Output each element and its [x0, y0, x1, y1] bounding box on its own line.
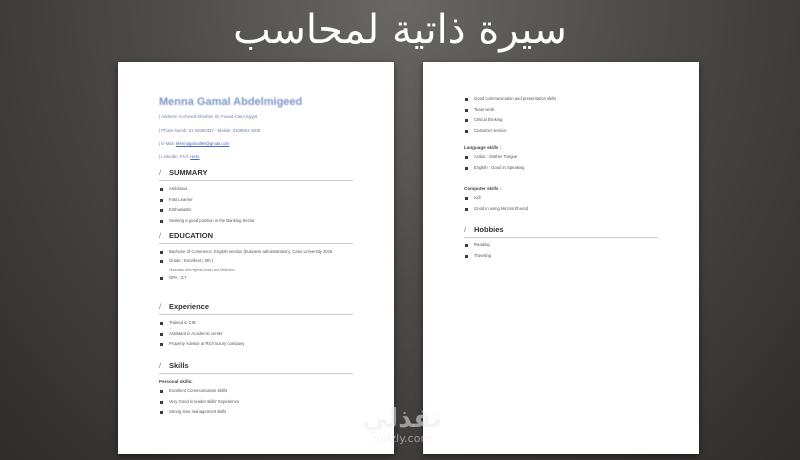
list-item: Traveling: [464, 251, 658, 262]
list-item: Good in using Microsoft word: [464, 204, 658, 215]
list-item: Customer service: [464, 126, 658, 137]
list-item: Icdl: [464, 193, 658, 204]
heading-slash-icon: /: [159, 231, 162, 240]
summary-list: [159, 184, 353, 226]
list-item: Good communication and presentation skills: [464, 94, 658, 105]
experience-title: Experience: [169, 302, 210, 311]
contact-linkedin-link[interactable]: Here: [190, 154, 200, 159]
heading-slash-icon: /: [159, 302, 162, 311]
hobbies-heading: [464, 225, 658, 238]
list-item: Enthusiastic: [159, 205, 353, 216]
list-item: Team work: [464, 105, 658, 116]
contact-linkedin: [159, 154, 200, 159]
computer-skills-list: [464, 193, 658, 214]
contact-phone-text: | Phone Numb: 01 09450337 - Mobile: 0109953 2008: [159, 128, 261, 133]
list-item: GPA : 3.7: [159, 273, 353, 284]
list-item: Arabic : Mother Tongue: [464, 152, 658, 163]
contact-linkedin-label: | LinkedIn: Prof.: [159, 154, 191, 159]
page-title: سيرة ذاتية لمحاسب: [233, 7, 567, 53]
heading-slash-icon: /: [464, 225, 467, 234]
language-skills-section: [464, 140, 658, 173]
personal-skills-list: [159, 386, 353, 418]
experience-heading: [159, 302, 353, 315]
list-item: Fast Learner: [159, 195, 353, 206]
contact-email-link[interactable]: Mennagamal99@gmail.com: [175, 141, 230, 146]
personal-skills-heading: Personal skills:: [159, 379, 193, 384]
contact-email: [159, 141, 229, 146]
list-item: Trained in CIB: [159, 318, 353, 329]
experience-list: [159, 318, 353, 350]
list-item: English : Good in Speaking: [464, 163, 658, 174]
list-item: Reading: [464, 240, 658, 251]
heading-slash-icon: /: [159, 361, 162, 370]
skills-continued-list: [464, 94, 658, 136]
language-skills-heading: Language skills :: [464, 145, 502, 150]
cv-page-1: [118, 62, 394, 454]
contact-phone: [159, 128, 260, 133]
skills-title: Skills: [169, 361, 189, 370]
list-item: Ambitious: [159, 184, 353, 195]
summary-section: [159, 168, 353, 226]
contact-address-text: | Address: 6 Ahmed Ebrahim St, Fouad-Cairo Egypt: [159, 114, 258, 119]
education-section: [159, 231, 353, 283]
computer-skills-section: [464, 181, 658, 214]
summary-heading: [159, 168, 353, 181]
list-item: Very Good in leader skills' Experience: [159, 397, 353, 408]
education-heading: [159, 231, 353, 244]
watermark-latin: nafzly.com: [372, 432, 432, 445]
skills-heading: [159, 361, 353, 374]
skills-section: [159, 361, 353, 418]
education-list: [159, 247, 353, 283]
hobbies-list: [464, 240, 658, 261]
heading-slash-icon: /: [159, 168, 162, 177]
education-title: EDUCATION: [169, 231, 214, 240]
contact-email-label: | E-Mail:: [159, 141, 176, 146]
language-skills-list: [464, 152, 658, 173]
nafzly-watermark: [352, 405, 452, 445]
watermark-arabic: نفذلي: [362, 404, 442, 434]
hobbies-section: [464, 225, 658, 261]
list-item: Assistant in Academic center: [159, 329, 353, 340]
list-item-note: Graduated with Highest honors and Distinction: [169, 267, 235, 272]
contact-address: [159, 114, 257, 119]
computer-skills-heading: Computer skills :: [464, 186, 502, 191]
list-item: Seeking a good position in the Banking Sector: [159, 216, 353, 227]
skills-continued-section: [464, 94, 658, 136]
list-item: Bachelor of Commerce, English section (business administration), Cairo University 2016: [159, 247, 353, 256]
summary-title: SUMMARY: [169, 168, 208, 177]
list-item: Strong time management skills: [159, 407, 353, 418]
hobbies-title: Hobbies: [474, 225, 504, 234]
list-item: Grade : Excellent ( 5th ): [159, 256, 353, 267]
cv-name: Menna Gamal Abdelmigeed: [159, 96, 303, 108]
experience-section: [159, 302, 353, 350]
list-item: Critical thinking: [464, 115, 658, 126]
cv-page-2: [423, 62, 699, 454]
list-item: Property Advisor at Rich luxury company: [159, 339, 353, 350]
list-item: Excellent Communication Skills: [159, 386, 353, 397]
